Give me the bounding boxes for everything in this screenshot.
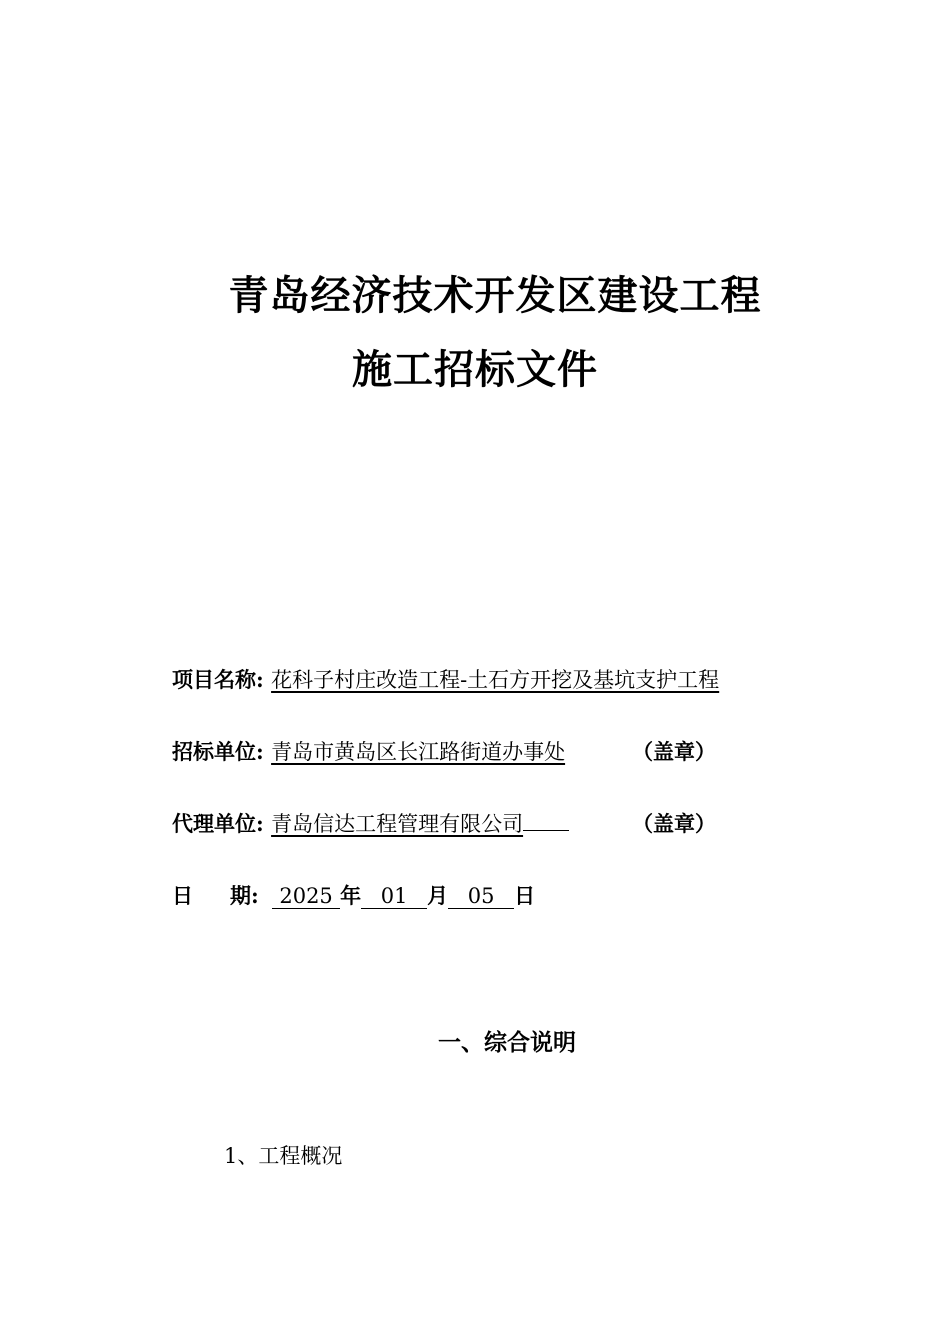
project-name-row	[172, 664, 719, 694]
date-day: 05	[448, 885, 514, 909]
agent-value: 青岛信达工程管理有限公司	[271, 812, 524, 836]
date-month-unit: 月	[427, 883, 449, 908]
subsection-project-overview: 1、工程概况	[224, 1144, 343, 1168]
bidder-seal: （盖章）	[632, 739, 716, 764]
date-day-unit: 日	[514, 883, 536, 908]
agent-row	[172, 808, 716, 838]
date-year-unit: 年	[340, 883, 362, 908]
project-name-value: 花科子村庄改造工程-土石方开挖及基坑支护工程	[271, 668, 720, 692]
agent-label: 代理单位:	[172, 811, 264, 836]
document-title-line1: 青岛经济技术开发区建设工程	[228, 272, 762, 319]
bidder-value: 青岛市黄岛区长江路街道办事处	[271, 740, 566, 764]
project-name-label: 项目名称:	[172, 667, 264, 692]
document-title-line2: 施工招标文件	[352, 346, 598, 393]
date-row	[172, 880, 535, 910]
date-label-ri: 日	[172, 883, 193, 908]
date-month: 01	[361, 885, 427, 909]
bidder-label: 招标单位:	[172, 739, 264, 764]
bidder-row	[172, 736, 716, 766]
date-year: 2025	[272, 885, 340, 909]
section-heading-general: 一、综合说明	[438, 1029, 576, 1056]
agent-underline-fill	[523, 829, 569, 831]
agent-seal: （盖章）	[632, 811, 716, 836]
date-label-qi: 期:	[230, 883, 259, 908]
